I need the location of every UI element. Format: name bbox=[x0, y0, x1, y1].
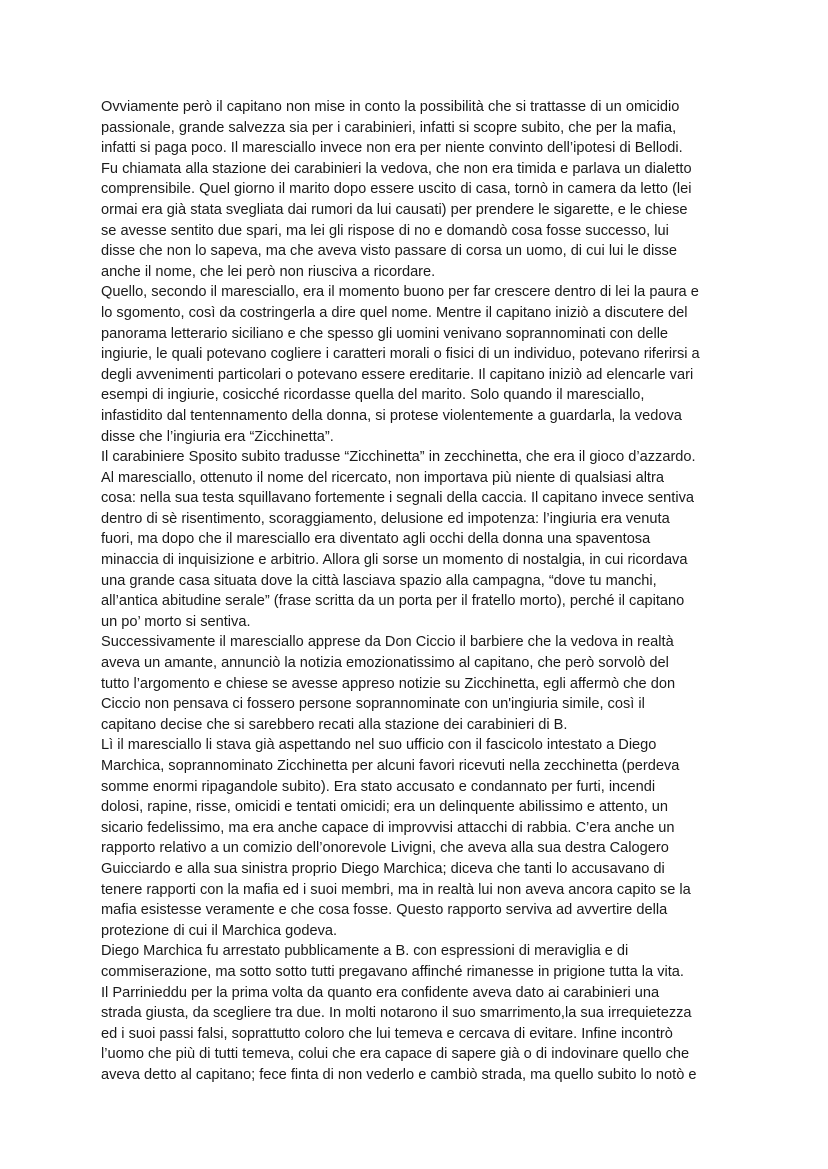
paragraph-2 bbox=[101, 282, 731, 447]
text-line: mafia esistesse veramente e che cosa fosse. Questo rapporto serviva ad avvertire della bbox=[101, 902, 668, 919]
text-line: Diego Marchica fu arrestato pubblicamente a B. con espressioni di meraviglia e di bbox=[101, 943, 629, 960]
paragraph-7 bbox=[101, 983, 731, 1086]
text-line: aveva un amante, annunciò la notizia emozionatissimo al capitano, che però sorvolò del bbox=[101, 655, 669, 672]
text-line: Marchica, soprannominato Zicchinetta per alcuni favori ricevuti nella zecchinetta (perdeva bbox=[101, 758, 680, 774]
document-body bbox=[101, 97, 731, 1086]
text-line: cosa: nella sua testa squillavano fortemente i segnali della caccia. Il capitano invece sentiva bbox=[101, 490, 695, 507]
text-line: all’antica abitudine serale” (frase scritta da un porta per il fratello morto), perché il capitano bbox=[101, 593, 685, 610]
text-line: anche il nome, che lei però non riusciva a ricordare. bbox=[101, 263, 436, 280]
text-line: disse che non lo sapeva, ma che aveva visto passare di corsa un uomo, di cui lui le disse bbox=[101, 243, 677, 260]
text-line: minaccia di inquisizione e arbitrio. Allora gli sorse un momento di nostalgia, in cui ricordava bbox=[101, 552, 688, 569]
text-line: Ciccio non pensava ci fossero persone soprannominate con un'ingiuria simile, così il bbox=[101, 696, 645, 713]
text-line: tenere rapporti con la mafia ed i suoi membri, ma in realtà lui non aveva ancora capito se la bbox=[101, 881, 691, 898]
text-line: Lì il maresciallo li stava già aspettando nel suo ufficio con il fascicolo intestato a Diego bbox=[101, 737, 657, 754]
text-line: strada giusta, da scegliere tra due. In molti notarono il suo smarrimento,la sua irrequietezza bbox=[101, 1005, 692, 1022]
text-line: se avesse sentito due spari, ma lei gli rispose di no e domandò cosa fosse successo, lui bbox=[101, 222, 669, 239]
text-line: un po’ morto si sentiva. bbox=[101, 613, 251, 630]
text-line: l’uomo che più di tutti temeva, colui che era capace di sapere già o di indovinare quello che bbox=[101, 1046, 690, 1063]
text-line: fuori, ma dopo che il maresciallo era diventato agli occhi della donna una spaventosa bbox=[101, 531, 651, 548]
paragraph-6 bbox=[101, 941, 731, 982]
text-line: comprensibile. Quel giorno il marito dopo essere uscito di casa, tornò in camera da letto (lei bbox=[101, 181, 692, 198]
text-line: esempi di ingiurie, cosicché ricordasse quella del marito. Solo quando il maresciallo, bbox=[101, 387, 645, 404]
paragraph-3 bbox=[101, 447, 731, 632]
text-line: dentro di sè risentimento, scoraggiamento, delusione ed impotenza: l’ingiuria era venuta bbox=[101, 510, 670, 527]
text-line: rapporto relativo a un comizio dell’onorevole Livigni, che aveva alla sua destra Calogero bbox=[101, 840, 669, 857]
text-line: tutto l’argomento e chiese se avesse appreso notizie su Zicchinetta, egli affermò che don bbox=[101, 675, 676, 692]
text-line: Al maresciallo, ottenuto il nome del ricercato, non importava più niente di qualsiasi altra bbox=[101, 469, 664, 486]
text-line: commiserazione, ma sotto sotto tutti pregavano affinché rimanesse in prigione tutta la vita. bbox=[101, 963, 684, 980]
text-line: passionale, grande salvezza sia per i carabinieri, infatti si scopre subito, che per la mafia, bbox=[101, 119, 677, 136]
paragraph-1 bbox=[101, 97, 731, 282]
text-line: Successivamente il maresciallo apprese da Don Ciccio il barbiere che la vedova in realtà bbox=[101, 634, 674, 651]
text-line: una grande casa situata dove la città lasciava spazio alla campagna, “dove tu manchi, bbox=[101, 572, 657, 589]
text-line: protezione di cui il Marchica godeva. bbox=[101, 922, 338, 939]
text-line: lo sgomento, così da costringerla a dire quel nome. Mentre il capitano iniziò a discutere del bbox=[101, 304, 688, 321]
text-line: panorama letterario siciliano e che spesso gli uomini venivano soprannominati con delle bbox=[101, 325, 669, 342]
text-line: dolosi, rapine, risse, omicidi e tentati omicidi; era un delinquente abilissimo e attento, un bbox=[101, 799, 669, 816]
text-line: sicario fedelissimo, ma era anche capace di improvvisi attacchi di rabbia. C’era anche un bbox=[101, 819, 675, 836]
paragraph-5 bbox=[101, 735, 731, 941]
text-line: Guicciardo e alla sua sinistra proprio Diego Marchica; diceva che tanti lo accusavano di bbox=[101, 860, 665, 877]
text-line: aveva detto al capitano; fece finta di non vederlo e cambiò strada, ma quello subito lo notò e bbox=[101, 1066, 697, 1083]
text-line: infatti si paga poco. Il maresciallo invece non era per niente convinto dell’ipotesi di Bellodi. bbox=[101, 140, 683, 157]
text-line: somme enormi ripagandole subito). Era stato accusato e condannato per furti, incendi bbox=[101, 778, 656, 795]
paragraph-4 bbox=[101, 632, 731, 735]
text-line: capitano decise che si sarebbero recati alla stazione dei carabinieri di B. bbox=[101, 716, 568, 733]
text-line: infastidito dal tentennamento della donna, si protese violentemente a guardarla, la vedova bbox=[101, 407, 682, 424]
text-line: ormai era già stata svegliata dai rumori da lui causati) per prendere le sigarette, e le chiese bbox=[101, 201, 688, 218]
text-line: Fu chiamata alla stazione dei carabinieri la vedova, che non era timida e parlava un dialetto bbox=[101, 160, 692, 177]
text-line: Il carabiniere Sposito subito tradusse “Zicchinetta” in zecchinetta, che era il gioco d’azzardo. bbox=[101, 449, 696, 466]
text-line: Ovviamente però il capitano non mise in conto la possibilità che si trattasse di un omicidio bbox=[101, 99, 680, 115]
text-line: disse che l’ingiuria era “Zicchinetta”. bbox=[101, 428, 334, 445]
text-line: degli avvenimenti particolari o potevano essere ereditarie. Il capitano iniziò ad elencarle vari bbox=[101, 366, 694, 383]
text-line: ed i suoi passi falsi, soprattutto coloro che lui temeva e cercava di evitare. Infine incontrò bbox=[101, 1025, 673, 1042]
text-line: Quello, secondo il maresciallo, era il momento buono per far crescere dentro di lei la paura e bbox=[101, 284, 699, 301]
text-line: ingiurie, le quali potevano cogliere i caratteri morali o fisici di un individuo, potevano riferirsi a bbox=[101, 346, 700, 363]
text-line: Il Parrinieddu per la prima volta da quanto era confidente aveva dato ai carabinieri una bbox=[101, 984, 660, 1001]
